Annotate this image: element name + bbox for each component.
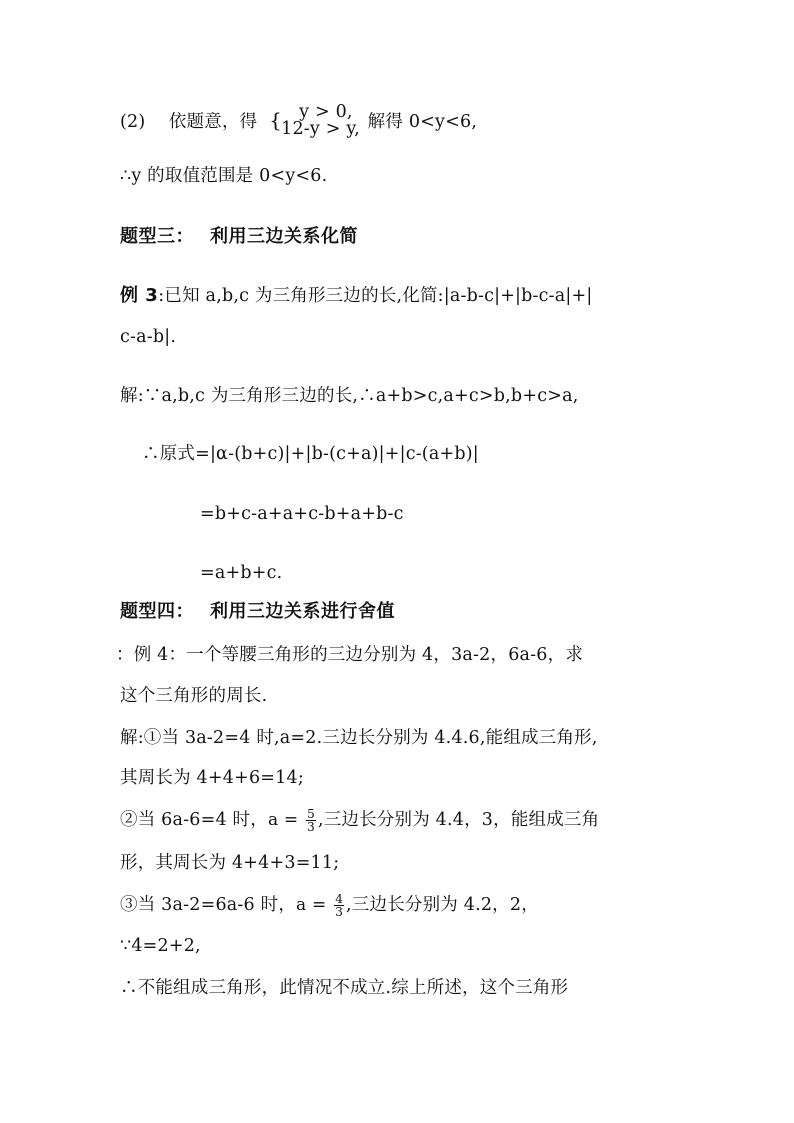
case-3-condition: ③当 3a-2=6a-6 时， xyxy=(120,895,297,915)
fraction-five-thirds xyxy=(306,808,316,833)
case-3-text xyxy=(120,893,539,918)
inequality-system xyxy=(269,104,360,141)
case-3-because: ∵4=2+2, xyxy=(120,936,201,956)
section-heading-type-4 xyxy=(120,600,395,624)
section-title: 利用三边关系进行舍值 xyxy=(210,601,395,622)
inequality-row-2: 12-y > y, xyxy=(281,119,360,139)
original-expression: ∴原式=|α-(b+c)|+|b-(c+a)|+|c-(a+b)| xyxy=(142,444,479,464)
variable-a: a = xyxy=(267,810,299,830)
solution-result: 解得 0<y<6, xyxy=(367,112,478,132)
case-1-perimeter: 其周长为 4+4+6=14; xyxy=(120,768,304,788)
simplification-result: =a+b+c. xyxy=(200,563,283,583)
case-3-conclusion: ∴不能组成三角形，此情况不成立.综上所述，这个三角形 xyxy=(120,978,569,998)
left-brace: { xyxy=(269,108,283,132)
case-2-text xyxy=(120,808,599,833)
fraction-denominator: 3 xyxy=(335,905,344,919)
simplification-step: =b+c-a+a+c-b+a+b-c xyxy=(200,504,404,524)
case-1-text: 解:①当 3a-2=4 时,a=2.三边长分别为 4.4.6,能组成三角形, xyxy=(120,728,598,748)
section-label: 题型三： xyxy=(120,226,194,247)
inequality-row-1: y > 0, xyxy=(299,102,353,122)
variable-a: a = xyxy=(296,895,327,915)
fraction-denominator: 3 xyxy=(307,820,315,834)
fraction-numerator: 4 xyxy=(335,892,344,906)
example-3-question-cont: c-a-b|. xyxy=(120,327,177,347)
section-label: 题型四： xyxy=(120,601,194,622)
example-4-question: ：例 4：一个等腰三角形的三边分别为 4，3a-2，6a-6，求 xyxy=(116,645,584,665)
solution-part-2-line xyxy=(120,104,477,141)
example-text: :已知 a,b,c 为三角形三边的长,化简:|a-b-c|+|b-c-a|+| xyxy=(158,286,593,306)
example-3-solution-premise: 解:∵a,b,c 为三角形三边的长,∴a+b>c,a+c>b,b+c>a, xyxy=(120,386,579,406)
section-heading-type-3 xyxy=(120,225,358,249)
y-range-conclusion: ∴y 的取值范围是 0<y<6. xyxy=(120,166,328,186)
condition-intro: (2) 依题意，得 xyxy=(120,112,258,132)
case-3-sides: ,三边长分别为 4.2，2， xyxy=(346,895,539,915)
example-label: 例 3 xyxy=(120,285,159,306)
example-3-question xyxy=(120,284,592,308)
case-2-condition: ②当 6a-6=4 时， xyxy=(120,810,268,830)
fraction-numerator: 5 xyxy=(307,807,315,821)
example-4-question-cont: 这个三角形的周长. xyxy=(120,686,268,706)
case-2-sides: ,三边长分别为 4.4，3，能组成三角 xyxy=(317,810,600,830)
fraction-four-thirds xyxy=(334,893,344,918)
section-title: 利用三边关系化简 xyxy=(210,226,358,247)
case-2-perimeter: 形，其周长为 4+4+3=11; xyxy=(120,853,340,873)
